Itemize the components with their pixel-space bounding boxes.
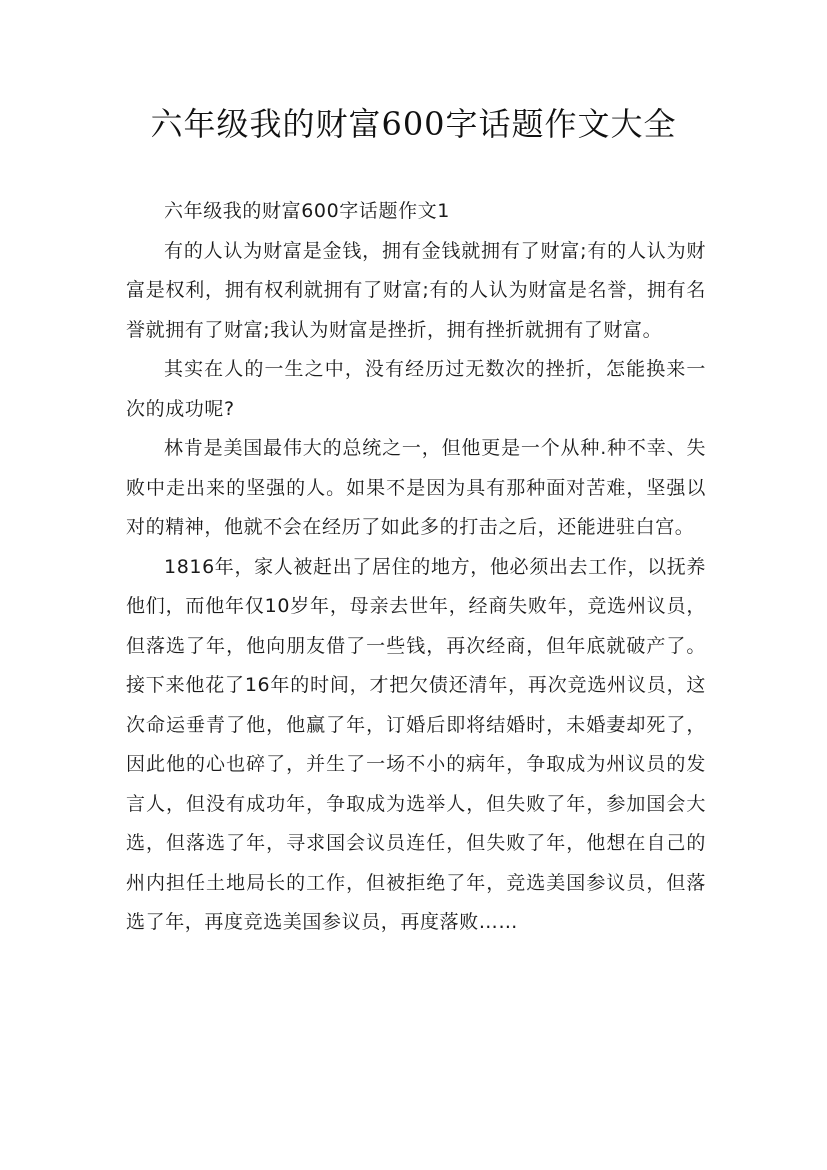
document-title: 六年级我的财富600字话题作文大全	[150, 105, 677, 143]
paragraph: 1816年，家人被赶出了居住的地方，他必须出去工作，以抚养他们，而他年仅10岁年，母亲去世年，经商失败年，竞选州议员，但落选了年，他向朋友借了一些钱，再次经商，但年底就破产了。接下来他花了16年的时间，才把欠债还清年，再次竞选州议员，这次命运垂青了他，他赢了年，订婚后即将结婚时，未婚妻却死了，因此他的心也碎了，并生了一场不小的病年，争取成为州议员的发言人，但没有成功年，争取成为选举人，但失败了年，参加国会大选，但落选了年，寻求国会议员连任，但失败了年，他想在自己的州内担任土地局长的工作，但被拒绝了年，竞选美国参议员，但落选了年，再度竞选美国参议员，再度落败……	[126, 555, 706, 933]
paragraph: 有的人认为财富是金钱，拥有金钱就拥有了财富;有的人认为财富是权利，拥有权利就拥有了财富;有的人认为财富是名誉，拥有名誉就拥有了财富;我认为财富是挫折，拥有挫折就拥有了财富。	[126, 239, 706, 341]
paragraph: 其实在人的一生之中，没有经历过无数次的挫折，怎能换来一次的成功呢?	[126, 358, 706, 420]
paragraph: 林肯是美国最伟大的总统之一，但他更是一个从种.种不幸、失败中走出来的坚强的人。如果不是因为具有那种面对苦难，坚强以对的精神，他就不会在经历了如此多的打击之后，还能进驻白宫。	[126, 437, 706, 538]
section-subtitle: 六年级我的财富600字话题作文1	[164, 200, 450, 222]
document-body	[126, 192, 706, 943]
